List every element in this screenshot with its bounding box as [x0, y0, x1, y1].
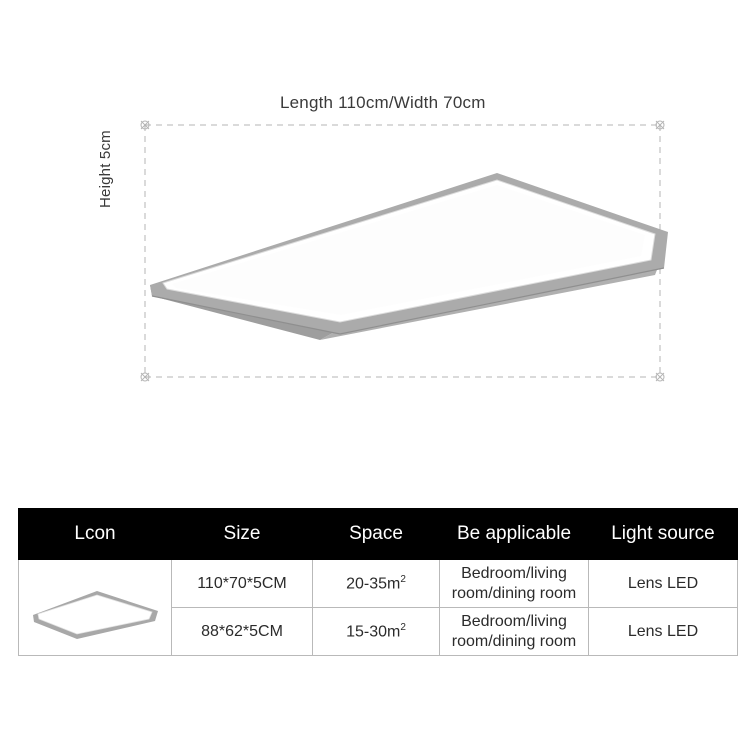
product-thumbnail-cell: [19, 560, 172, 656]
column-header-be-applicable: Be applicable: [440, 509, 589, 560]
table-header-row: [19, 509, 738, 560]
applicable-line-2: room/dining room: [451, 632, 577, 650]
space-superscript: 2: [400, 573, 406, 585]
length-dimension-label: Length 110cm/Width 70cm: [280, 93, 486, 112]
space-value: 15-30: [346, 623, 388, 641]
cell-light-source: Lens LED: [589, 560, 738, 608]
lamp-body: [150, 173, 668, 340]
space-value: 20-35: [346, 575, 388, 593]
space-unit: m: [387, 623, 401, 641]
table-row: [19, 560, 738, 608]
applicable-line-1: Bedroom/living: [461, 564, 567, 582]
column-header-space: Space: [313, 509, 440, 560]
cell-be-applicable: [440, 560, 589, 608]
cell-be-applicable: [440, 608, 589, 656]
ceiling-lamp-icon: [25, 573, 165, 643]
cell-space: [313, 608, 440, 656]
space-superscript: 2: [400, 621, 406, 633]
specification-table: [18, 508, 738, 656]
table-body: [19, 560, 738, 656]
cell-size: 88*62*5CM: [172, 608, 313, 656]
applicable-line-1: Bedroom/living: [461, 612, 567, 630]
cell-size: 110*70*5CM: [172, 560, 313, 608]
space-unit: m: [387, 575, 401, 593]
height-dimension-label: Height 5cm: [97, 130, 114, 208]
applicable-line-2: room/dining room: [451, 584, 577, 602]
column-header-light-source: Light source: [589, 509, 738, 560]
table-header: [19, 509, 738, 560]
cell-space: [313, 560, 440, 608]
cell-light-source: Lens LED: [589, 608, 738, 656]
column-header-icon: Lcon: [19, 509, 172, 560]
column-header-size: Size: [172, 509, 313, 560]
